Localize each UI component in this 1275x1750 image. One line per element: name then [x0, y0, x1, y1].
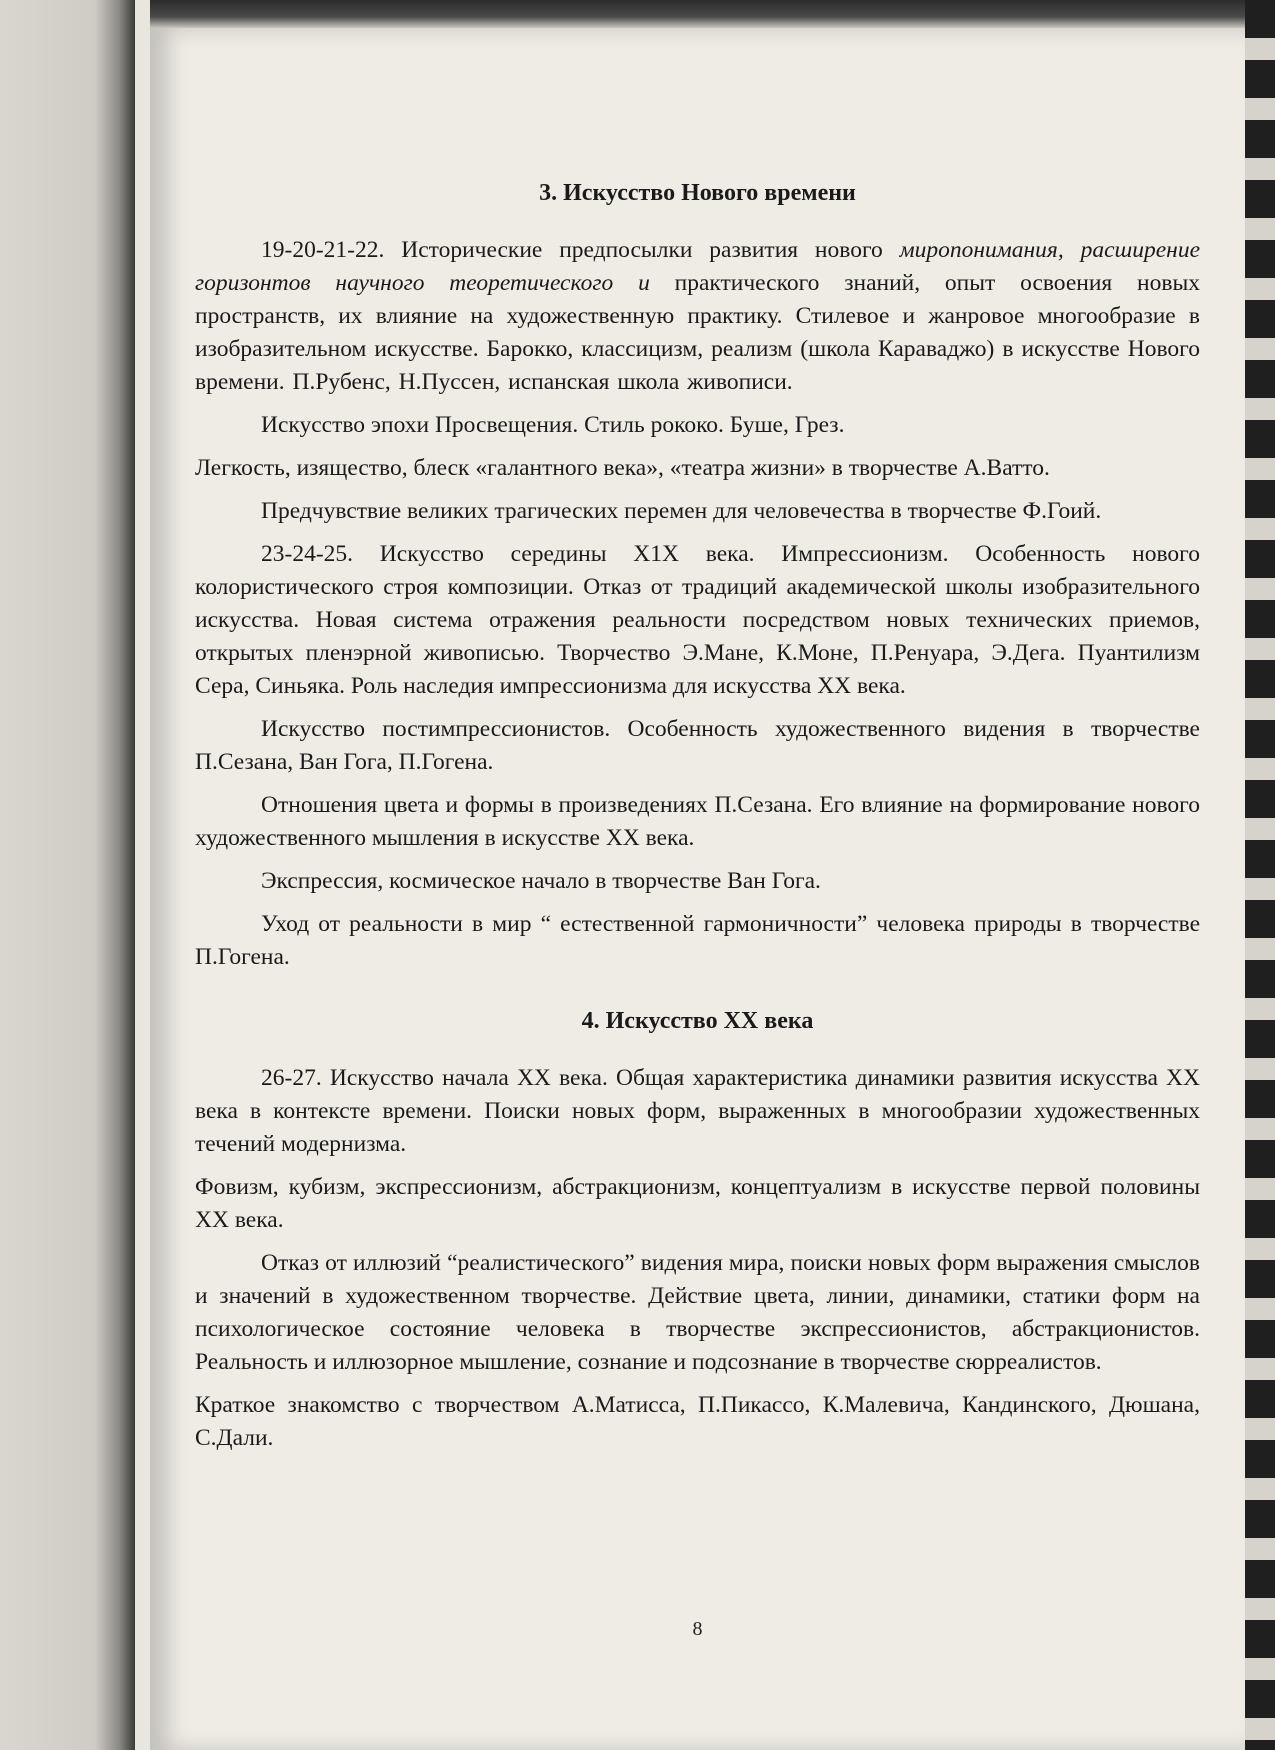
section-3-paragraph-3: Легкость, изящество, блеск «галантного века», «театра жизни» в творчестве А.Ватто. [195, 455, 1050, 481]
section-3-paragraph-7: Отношения цвета и формы в произведениях П.Сезана. Его влияние на формирование нового художественного мышления в искусстве ХХ века. [195, 792, 1200, 851]
section-4-heading: 4. Искусство ХХ века [581, 1008, 814, 1034]
section-3-paragraph-1 [195, 234, 1200, 399]
section-3-paragraph-2: Искусство эпохи Просвещения. Стиль рококо. Буше, Грез. [261, 412, 845, 438]
section-4-paragraph-2: Фовизм, кубизм, экспрессионизм, абстракционизм, концептуализм в искусстве первой половины ХХ века. [195, 1174, 1200, 1233]
section-3-paragraph-4: Предчувствие великих трагических перемен для человечества в творчестве Ф.Гоий. [261, 498, 1102, 524]
section-4-paragraph-1: 26-27. Искусство начала ХХ века. Общая характеристика динамики развития искусства ХХ века в контексте времени. Поиски новых форм, выраженных в многообразии художественных течений модернизма. [195, 1065, 1200, 1157]
section-3-p1-italic: миропонимания, расширение горизонтов научного теоретического и [195, 237, 1201, 296]
scan-top-edge [150, 0, 1275, 28]
section-4-paragraph-4: Краткое знакомство с творчеством А.Матисса, П.Пикассо, К.Малевича, Кандинского, Дюшана, С.Дали. [195, 1392, 1200, 1451]
section-4-paragraph-3: Отказ от иллюзий “реалистического” видения мира, поиски новых форм выражения смыслов и значений в художественном творчестве. Действие цвета, линии, динамики, статики форм на психологическое состояние человека в творчестве экспрессионистов, абстракционистов. Реальность и иллюзорное мышление, сознание и подсознание в творчестве сюрреалистов. [195, 1250, 1200, 1375]
page-content [195, 178, 1200, 1465]
section-3-p1-rest: практического знаний, опыт освоения новых пространств, их влияние на художественную практику. Стилевое и жанровое многообразие в изобразительном искусстве. Барокко, классицизм, реализм (школа Караваджо) в искусстве Нового времени. П.Рубенс, Н.Пуссен, испанская школа живописи. [195, 270, 1201, 395]
section-3-p1-lead: Исторические предпосылки развития нового [401, 237, 883, 263]
section-3-paragraph-8: Экспрессия, космическое начало в творчестве Ван Гога. [261, 868, 821, 894]
page-number: 8 [692, 1618, 703, 1640]
section-3-heading: 3. Искусство Нового времени [539, 180, 856, 206]
document-page [150, 28, 1245, 1750]
section-3-paragraph-9: Уход от реальности в мир “ естественной гармоничности” человека природы в творчестве П.Гогена. [195, 911, 1200, 970]
section-3-p1-number: 19-20-21-22. [261, 237, 385, 263]
scan-right-edge [1245, 0, 1275, 1750]
section-3-paragraph-6: Искусство постимпрессионистов. Особенность художественного видения в творчестве П.Сезана, Ван Гога, П.Гогена. [195, 716, 1200, 775]
section-3-paragraph-5: 23-24-25. Искусство середины X1X века. Импрессионизм. Особенность нового колористического строя композиции. Отказ от традиций академической школы изобразительного искусства. Новая система отражения реальности посредством новых технических приемов, открытых пленэрной живописью. Творчество Э.Мане, К.Моне, П.Ренуара, Э.Дега. Пуантилизм Сера, Синьяка. Роль наследия импрессионизма для искусства ХХ века. [195, 541, 1200, 699]
scan-left-edge [0, 0, 135, 1750]
